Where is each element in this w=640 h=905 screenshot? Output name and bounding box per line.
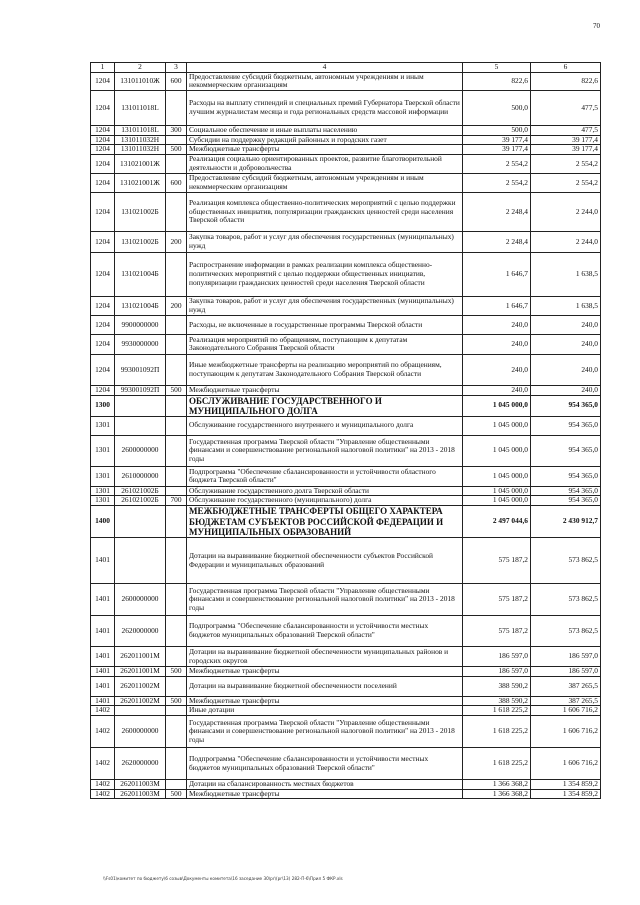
table-row [91,716,601,748]
planned-amount-cell: 575 187,2 [463,616,531,647]
target-article-cell: 131011032Н [115,145,166,155]
planned-amount-cell: 575 187,2 [463,584,531,616]
section-code-cell: 1402 [91,748,115,780]
executed-amount-cell: 954 365,0 [531,486,601,496]
planned-amount-cell: 2 248,4 [463,231,531,252]
table-row [91,90,601,125]
description-cell: Расходы на выплату стипендий и специальных премий Губернатора Тверской области лучшим журналистам месяца и года региональных средств массовой информации [187,90,463,125]
target-article-cell: 9930000000 [115,334,166,354]
description-cell: Обслуживание государственного (муниципального) долга [187,496,463,506]
planned-amount-cell: 575 187,2 [463,538,531,584]
header-cell: 3 [166,63,187,73]
planned-amount-cell: 240,0 [463,354,531,385]
expense-type-cell: 500 [166,145,187,155]
table-row [91,385,601,395]
section-code-cell: 1401 [91,647,115,667]
target-article-cell: 993001092П [115,354,166,385]
planned-amount-cell: 500,0 [463,90,531,125]
expense-type-cell [166,716,187,748]
section-code-cell: 1204 [91,334,115,354]
planned-amount-cell: 822,6 [463,72,531,90]
table-row [91,354,601,385]
expense-type-cell: 200 [166,296,187,315]
table-row [91,780,601,790]
section-code-cell: 1400 [91,506,115,538]
section-code-cell: 1204 [91,385,115,395]
description-cell: Реализация мероприятий по обращениям, поступающим к депутатам Законодательного Собрания Тверской области [187,334,463,354]
table-row [91,231,601,252]
table-row [91,334,601,354]
table-row [91,315,601,334]
section-code-cell: 1401 [91,696,115,706]
description-cell: Предоставление субсидий бюджетным, автономным учреждениям и иным некоммерческим организациям [187,173,463,192]
executed-amount-cell: 1 606 716,2 [531,706,601,716]
section-code-cell: 1204 [91,296,115,315]
expense-type-cell [166,90,187,125]
planned-amount-cell: 39 177,4 [463,145,531,155]
planned-amount-cell: 1 366 368,2 [463,780,531,790]
section-code-cell: 1300 [91,395,115,416]
planned-amount-cell: 388 590,2 [463,676,531,696]
section-code-cell: 1402 [91,789,115,799]
planned-amount-cell: 1 045 000,0 [463,395,531,416]
table-row [91,154,601,173]
description-cell: Государственная программа Тверской области "Управление общественными финансами и совершенствование региональной налоговой политики" на 2013 - 2018 годы [187,584,463,616]
target-article-cell [115,506,166,538]
description-cell: Закупка товаров, работ и услуг для обеспечения государственных (муниципальных) нужд [187,296,463,315]
table-row [91,173,601,192]
description-cell: Предоставление субсидий бюджетным, автономным учреждениям и иным некоммерческим организациям [187,72,463,90]
executed-amount-cell: 186 597,0 [531,647,601,667]
table-row [91,145,601,155]
target-article-cell: 131011010Ж [115,72,166,90]
expense-type-cell [166,676,187,696]
planned-amount-cell: 186 597,0 [463,667,531,677]
executed-amount-cell: 954 365,0 [531,435,601,466]
section-code-cell: 1301 [91,466,115,486]
target-article-cell: 993001092П [115,385,166,395]
expense-type-cell [166,192,187,231]
table-row [91,538,601,584]
section-code-cell: 1204 [91,145,115,155]
target-article-cell: 2600000000 [115,435,166,466]
target-article-cell: 9900000000 [115,315,166,334]
expense-type-cell [166,538,187,584]
executed-amount-cell: 2 244,0 [531,192,601,231]
executed-amount-cell: 573 862,5 [531,538,601,584]
expense-type-cell: 600 [166,72,187,90]
description-cell: Дотации на выравнивание бюджетной обеспеченности муниципальных районов и городских округов [187,647,463,667]
table-row [91,696,601,706]
section-code-cell: 1401 [91,538,115,584]
executed-amount-cell: 954 365,0 [531,466,601,486]
section-code-cell: 1204 [91,173,115,192]
table-row [91,486,601,496]
section-code-cell: 1401 [91,584,115,616]
expense-type-cell [166,334,187,354]
header-cell: 2 [115,63,166,73]
table-row [91,296,601,315]
planned-amount-cell: 1 045 000,0 [463,416,531,435]
expense-type-cell: 500 [166,667,187,677]
expense-type-cell: 200 [166,231,187,252]
target-article-cell: 131011018L [115,125,166,135]
executed-amount-cell: 573 862,5 [531,616,601,647]
expense-type-cell [166,706,187,716]
page-number: 70 [593,22,600,30]
description-cell: Социальное обеспечение и иные выплаты населению [187,125,463,135]
planned-amount-cell: 1 646,7 [463,252,531,296]
description-cell: Расходы, не включенные в государственные программы Тверской области [187,315,463,334]
planned-amount-cell: 2 554,2 [463,173,531,192]
target-article-cell: 262011003М [115,789,166,799]
section-code-cell: 1204 [91,72,115,90]
section-code-cell: 1401 [91,616,115,647]
target-article-cell: 131011018L [115,90,166,125]
expense-type-cell [166,435,187,466]
planned-amount-cell: 240,0 [463,385,531,395]
description-cell: ОБСЛУЖИВАНИЕ ГОСУДАРСТВЕННОГО И МУНИЦИПАЛЬНОГО ДОЛГА [187,395,463,416]
description-cell: Обслуживание государственного долга Тверской области [187,486,463,496]
description-cell: Межбюджетные трансферты [187,385,463,395]
table-row [91,435,601,466]
planned-amount-cell: 2 248,4 [463,192,531,231]
target-article-cell: 131021001Ж [115,173,166,192]
planned-amount-cell: 388 590,2 [463,696,531,706]
section-code-cell: 1204 [91,125,115,135]
planned-amount-cell: 240,0 [463,334,531,354]
planned-amount-cell: 39 177,4 [463,135,531,145]
target-article-cell: 2610000000 [115,466,166,486]
executed-amount-cell: 240,0 [531,334,601,354]
expense-type-cell [166,252,187,296]
expense-type-cell [166,780,187,790]
planned-amount-cell: 186 597,0 [463,647,531,667]
target-article-cell: 262011003М [115,780,166,790]
executed-amount-cell: 573 862,5 [531,584,601,616]
target-article-cell: 2600000000 [115,716,166,748]
description-cell: Межбюджетные трансферты [187,789,463,799]
planned-amount-cell: 1 618 225,2 [463,748,531,780]
section-code-cell: 1301 [91,486,115,496]
description-cell: Государственная программа Тверской области "Управление общественными финансами и совершенствование региональной налоговой политики" на 2013 - 2018 годы [187,435,463,466]
executed-amount-cell: 2 244,0 [531,231,601,252]
section-code-cell: 1204 [91,354,115,385]
executed-amount-cell: 1 354 859,2 [531,789,601,799]
executed-amount-cell: 2 554,2 [531,154,601,173]
expense-type-cell [166,647,187,667]
description-cell: Межбюджетные трансферты [187,696,463,706]
expense-type-cell [166,466,187,486]
table-row [91,748,601,780]
target-article-cell: 131021004Б [115,296,166,315]
target-article-cell: 261021002Б [115,496,166,506]
description-cell: Реализация социально ориентированных проектов, развитие благотворительной деятельности и добровольчества [187,154,463,173]
expense-type-cell [166,354,187,385]
target-article-cell: 131021002Б [115,192,166,231]
table-row [91,125,601,135]
table-row [91,667,601,677]
target-article-cell: 262011002М [115,676,166,696]
description-cell: Подпрограмма "Обеспечение сбалансированности и устойчивости областного бюджета Тверской области" [187,466,463,486]
executed-amount-cell: 954 365,0 [531,416,601,435]
expense-type-cell: 600 [166,173,187,192]
executed-amount-cell: 39 177,4 [531,135,601,145]
target-article-cell [115,706,166,716]
target-article-cell: 261021002Б [115,486,166,496]
executed-amount-cell: 954 365,0 [531,496,601,506]
executed-amount-cell: 1 606 716,2 [531,748,601,780]
executed-amount-cell: 1 606 716,2 [531,716,601,748]
footer-file-path: \\Fs01\комитет по бюджету\6 созыв\Документы комитета\16 заседание 30\pr\(pr\13) 282-П-6\Прил 5 ФКР.xls [103,876,343,881]
expense-type-cell: 500 [166,789,187,799]
target-article-cell [115,395,166,416]
expense-type-cell [166,154,187,173]
header-cell: 4 [187,63,463,73]
header-cell: 6 [531,63,601,73]
budget-table [90,62,601,799]
expense-type-cell [166,395,187,416]
table-row [91,72,601,90]
description-cell: Иные межбюджетные трансферты на реализацию мероприятий по обращениям, поступающим к депутатам Законодательного Собрания Тверской области [187,354,463,385]
executed-amount-cell: 387 265,5 [531,696,601,706]
executed-amount-cell: 822,6 [531,72,601,90]
section-code-cell: 1204 [91,135,115,145]
expense-type-cell [166,584,187,616]
table-row [91,496,601,506]
description-cell: Субсидии на поддержку редакций районных и городских газет [187,135,463,145]
target-article-cell: 131021002Б [115,231,166,252]
executed-amount-cell: 39 177,4 [531,145,601,155]
executed-amount-cell: 1 638,5 [531,296,601,315]
target-article-cell: 131021001Ж [115,154,166,173]
section-code-cell: 1204 [91,252,115,296]
section-code-cell: 1204 [91,231,115,252]
executed-amount-cell: 186 597,0 [531,667,601,677]
planned-amount-cell: 2 554,2 [463,154,531,173]
planned-amount-cell: 1 045 000,0 [463,435,531,466]
description-cell: Распространение информации в рамках реализации комплекса общественно-политических мероприятий с целью поддержки общественных инициатив, популяризации гражданских ценностей среди населения Тверской области [187,252,463,296]
section-code-cell: 1204 [91,192,115,231]
section-code-cell: 1204 [91,315,115,334]
table-row [91,584,601,616]
table-header-row [91,63,601,73]
expense-type-cell: 300 [166,125,187,135]
executed-amount-cell: 477,5 [531,125,601,135]
expense-type-cell [166,315,187,334]
table-row [91,506,601,538]
expense-type-cell [166,135,187,145]
section-code-cell: 1301 [91,496,115,506]
description-cell: МЕЖБЮДЖЕТНЫЕ ТРАНСФЕРТЫ ОБЩЕГО ХАРАКТЕРА БЮДЖЕТАМ СУБЪЕКТОВ РОССИЙСКОЙ ФЕДЕРАЦИИ И МУНИЦИПАЛЬНЫХ ОБРАЗОВАНИЙ [187,506,463,538]
executed-amount-cell: 1 638,5 [531,252,601,296]
planned-amount-cell: 1 646,7 [463,296,531,315]
table-row [91,135,601,145]
table-row [91,706,601,716]
table-row [91,789,601,799]
section-code-cell: 1301 [91,416,115,435]
description-cell: Дотации на выравнивание бюджетной обеспеченности поселений [187,676,463,696]
planned-amount-cell: 1 366 368,2 [463,789,531,799]
expense-type-cell: 500 [166,696,187,706]
target-article-cell: 2600000000 [115,584,166,616]
planned-amount-cell: 1 045 000,0 [463,496,531,506]
header-cell: 1 [91,63,115,73]
table-row [91,466,601,486]
description-cell: Государственная программа Тверской области "Управление общественными финансами и совершенствование региональной налоговой политики" на 2013 - 2018 годы [187,716,463,748]
expense-type-cell [166,506,187,538]
planned-amount-cell: 1 618 225,2 [463,706,531,716]
table-row [91,416,601,435]
executed-amount-cell: 240,0 [531,315,601,334]
table-row [91,676,601,696]
description-cell: Межбюджетные трансферты [187,145,463,155]
executed-amount-cell: 240,0 [531,385,601,395]
expense-type-cell: 700 [166,496,187,506]
section-code-cell: 1301 [91,435,115,466]
table-row [91,647,601,667]
table-row [91,252,601,296]
section-code-cell: 1401 [91,667,115,677]
executed-amount-cell: 387 265,5 [531,676,601,696]
planned-amount-cell: 240,0 [463,315,531,334]
target-article-cell: 262011001М [115,667,166,677]
section-code-cell: 1401 [91,676,115,696]
description-cell: Подпрограмма "Обеспечение сбалансированности и устойчивости местных бюджетов муниципальных образований Тверской области" [187,616,463,647]
planned-amount-cell: 2 497 044,6 [463,506,531,538]
target-article-cell: 262011001М [115,647,166,667]
executed-amount-cell: 240,0 [531,354,601,385]
section-code-cell: 1204 [91,90,115,125]
table-row [91,395,601,416]
description-cell: Иные дотации [187,706,463,716]
header-cell: 5 [463,63,531,73]
executed-amount-cell: 2 554,2 [531,173,601,192]
executed-amount-cell: 2 430 912,7 [531,506,601,538]
target-article-cell: 262011002М [115,696,166,706]
section-code-cell: 1402 [91,706,115,716]
description-cell: Реализация комплекса общественно-политических мероприятий с целью поддержки общественных инициатив, популяризации гражданских ценностей среди населения Тверской области [187,192,463,231]
planned-amount-cell: 1 045 000,0 [463,486,531,496]
table-row [91,616,601,647]
expense-type-cell [166,616,187,647]
section-code-cell: 1402 [91,716,115,748]
description-cell: Межбюджетные трансферты [187,667,463,677]
target-article-cell [115,416,166,435]
planned-amount-cell: 1 618 225,2 [463,716,531,748]
target-article-cell: 131011032Н [115,135,166,145]
executed-amount-cell: 954 365,0 [531,395,601,416]
description-cell: Подпрограмма "Обеспечение сбалансированности и устойчивости местных бюджетов муниципальных образований Тверской области" [187,748,463,780]
target-article-cell: 2620000000 [115,616,166,647]
section-code-cell: 1204 [91,154,115,173]
expense-type-cell [166,416,187,435]
description-cell: Закупка товаров, работ и услуг для обеспечения государственных (муниципальных) нужд [187,231,463,252]
expense-type-cell [166,486,187,496]
planned-amount-cell: 500,0 [463,125,531,135]
target-article-cell: 2620000000 [115,748,166,780]
description-cell: Обслуживание государственного внутреннего и муниципального долга [187,416,463,435]
expense-type-cell: 500 [166,385,187,395]
executed-amount-cell: 1 354 859,2 [531,780,601,790]
target-article-cell: 131021004Б [115,252,166,296]
target-article-cell [115,538,166,584]
description-cell: Дотации на выравнивание бюджетной обеспеченности субъектов Российской Федерации и муниципальных образований [187,538,463,584]
planned-amount-cell: 1 045 000,0 [463,466,531,486]
expense-type-cell [166,748,187,780]
description-cell: Дотации на сбалансированность местных бюджетов [187,780,463,790]
table-row [91,192,601,231]
section-code-cell: 1402 [91,780,115,790]
executed-amount-cell: 477,5 [531,90,601,125]
